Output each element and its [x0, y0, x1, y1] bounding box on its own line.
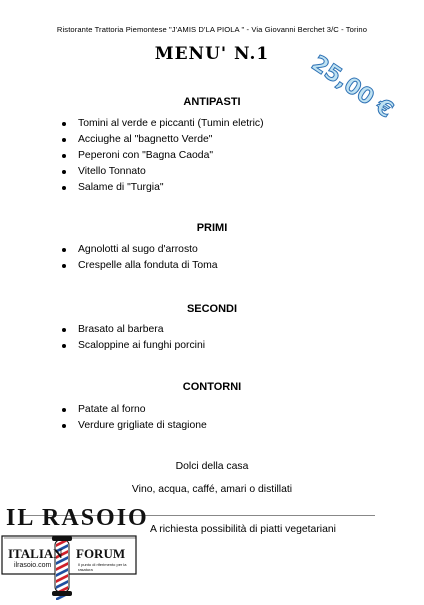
logo-right-text: FORUM: [76, 546, 126, 561]
vegetarian-note: A richiesta possibilità di piatti vegetariani: [150, 524, 336, 535]
barber-pole-cap-top: [52, 536, 72, 541]
dessert-line: Dolci della casa: [175, 461, 249, 472]
barber-pole-cap-bottom: [52, 591, 72, 596]
list-item: Crespelle alla fonduta di Toma: [60, 258, 218, 274]
primi-list: [60, 242, 218, 274]
list-item: Acciughe al "bagnetto Verde": [60, 132, 264, 148]
menu-title: MENU' N.1: [154, 44, 270, 64]
restaurant-header: Ristorante Trattoria Piemontese "J'AMIS D'LA PIOLA " - Via Giovanni Berchet 3/C - Torino: [56, 25, 368, 34]
list-item: Patate al forno: [60, 402, 207, 418]
logo-top-text: IL RASOIO: [6, 505, 149, 531]
secondi-list: [60, 322, 205, 354]
section-title-antipasti: ANTIPASTI: [183, 96, 241, 108]
section-title-contorni: CONTORNI: [182, 381, 242, 393]
contorni-list: [60, 402, 207, 434]
list-item: Peperoni con "Bagna Caoda": [60, 148, 264, 164]
price-stamp: 25,00 €: [306, 50, 398, 124]
logo-site-text: ilrasoio.com: [14, 562, 52, 569]
list-item: Vitello Tonnato: [60, 164, 264, 180]
section-title-secondi: SECONDI: [186, 303, 238, 315]
list-item: Verdure grigliate di stagione: [60, 418, 207, 434]
list-item: Scaloppine ai funghi porcini: [60, 338, 205, 354]
list-item: Brasato al barbera: [60, 322, 205, 338]
drinks-line: Vino, acqua, caffé, amari o distillati: [131, 484, 293, 495]
list-item: Salame di "Turgia": [60, 180, 264, 196]
ilrasoio-logo: [0, 500, 149, 600]
logo-tagline-text: Il punto di riferimento per la rasatura: [78, 562, 127, 572]
logo-left-text: ITALIAN: [8, 546, 63, 561]
list-item: Agnolotti al sugo d'arrosto: [60, 242, 218, 258]
section-title-primi: PRIMI: [196, 222, 228, 234]
list-item: Tomini al verde e piccanti (Tumin eletric): [60, 116, 264, 132]
antipasti-list: [60, 116, 264, 196]
